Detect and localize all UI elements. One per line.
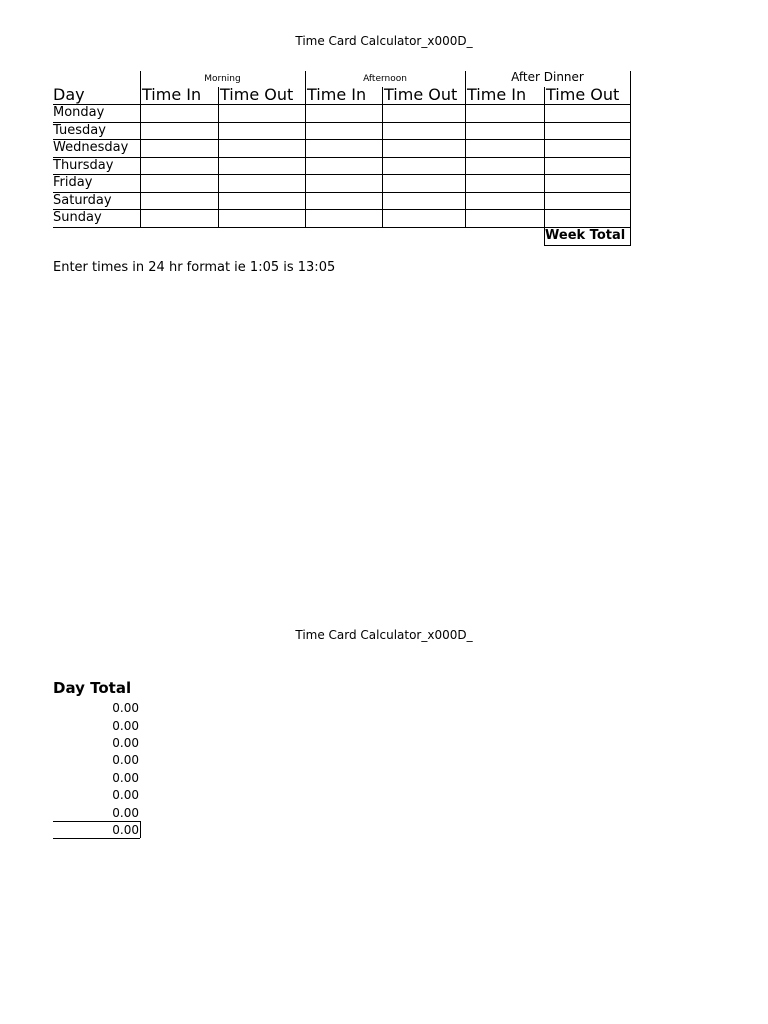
grid-line — [305, 71, 306, 228]
morning-time-in-header: Time In — [142, 85, 202, 104]
afternoon-time-out-header: Time Out — [384, 85, 458, 104]
grid-line — [140, 821, 141, 838]
week-total-label: Week Total — [545, 228, 626, 243]
after-dinner-time-out-header: Time Out — [546, 85, 620, 104]
grid-line — [53, 157, 630, 158]
grid-line — [53, 838, 140, 839]
page-title-2: Time Card Calculator_x000D_ — [295, 628, 473, 642]
group-label-after-dinner: After Dinner — [511, 70, 584, 84]
day-column-header: Day — [53, 85, 85, 104]
afternoon-time-in-header: Time In — [307, 85, 367, 104]
grid-line — [53, 174, 630, 175]
grid-line — [53, 104, 630, 105]
page-title: Time Card Calculator_x000D_ — [295, 34, 473, 48]
grid-line — [630, 71, 631, 246]
day-total-value: 0.00 — [112, 701, 139, 715]
day-row-label: Friday — [53, 175, 93, 190]
week-total-value: 0.00 — [112, 823, 139, 837]
day-row-label: Sunday — [53, 210, 102, 225]
day-row-label: Saturday — [53, 193, 112, 208]
day-total-value: 0.00 — [112, 753, 139, 767]
group-label-afternoon: Afternoon — [363, 74, 407, 84]
after-dinner-time-in-header: Time In — [467, 85, 527, 104]
day-total-value: 0.00 — [112, 788, 139, 802]
group-label-morning: Morning — [204, 74, 241, 84]
grid-line — [53, 227, 630, 228]
day-row-label: Thursday — [53, 158, 114, 173]
grid-line — [53, 821, 140, 822]
day-row-label: Monday — [53, 105, 105, 120]
day-total-value: 0.00 — [112, 719, 139, 733]
grid-line — [544, 87, 545, 246]
day-row-label: Wednesday — [53, 140, 129, 155]
instructions-note: Enter times in 24 hr format ie 1:05 is 13:05 — [53, 260, 336, 275]
grid-line — [544, 245, 630, 246]
grid-line — [53, 192, 630, 193]
grid-line — [53, 209, 630, 210]
grid-line — [53, 139, 630, 140]
grid-line — [465, 71, 466, 228]
day-total-value: 0.00 — [112, 806, 139, 820]
grid-line — [53, 122, 630, 123]
day-total-value: 0.00 — [112, 736, 139, 750]
grid-line — [140, 71, 141, 228]
day-total-value: 0.00 — [112, 771, 139, 785]
morning-time-out-header: Time Out — [220, 85, 294, 104]
day-total-header: Day Total — [53, 679, 132, 697]
day-row-label: Tuesday — [53, 123, 106, 138]
